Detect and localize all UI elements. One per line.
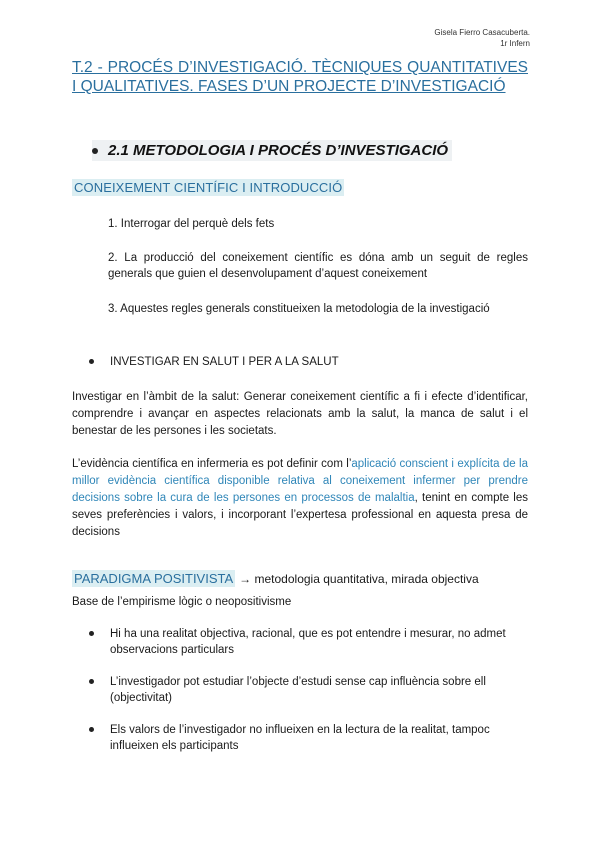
numbered-item-1: 1. Interrogar del perquè dels fets: [108, 218, 275, 230]
page-header: [434, 27, 530, 49]
paradigma-heading-line: [72, 570, 479, 587]
numbered-item-3: 3. Aquestes regles generals constitueixen la metodologia de la investigació: [108, 303, 490, 315]
section-heading-text: 2.1 METODOLOGIA I PROCÉS D’INVESTIGACIÓ: [108, 142, 449, 159]
bullet-icon: [89, 359, 94, 364]
course-label: 1r Infern: [500, 39, 530, 48]
section-heading: [92, 140, 452, 161]
author-name: Gisela Fierro Casacuberta.: [434, 28, 530, 37]
paradigma-bullet-3: [89, 722, 529, 754]
paradigma-description: → metodologia quantitativa, mirada objectiva: [239, 571, 479, 586]
bullet-icon: [92, 148, 98, 154]
paradigma-bullet-text: Els valors de l’investigador no influeixen en la lectura de la realitat, tampoc influeixen els participants: [110, 724, 490, 752]
paradigma-bullet-text: Hi ha una realitat objectiva, racional, que es pot entendre i mesurar, no admet observacions particulars: [110, 628, 506, 656]
evidence-text-before: L’evidència científica en infermeria es pot definir com l’: [72, 458, 352, 470]
paradigma-label: PARADIGMA POSITIVISTA: [74, 571, 234, 586]
paradigma-base: Base de l’empirisme lògic o neopositivisme: [72, 596, 292, 608]
evidence-paragraph: [72, 456, 528, 541]
bullet-icon: [89, 679, 94, 684]
paradigma-bullet-2: [89, 674, 529, 706]
numbered-item-2: 2. La producció del coneixement científic es dóna amb un seguit de regles generals que guien el desenvolupament d’aquest coneixement: [108, 252, 528, 280]
document-title: T.2 - PROCÉS D’INVESTIGACIÓ. TÈCNIQUES QUANTITATIVES I QUALITATIVES. FASES D’UN PROJECTE D’INVESTIGACIÓ: [72, 59, 528, 95]
investigar-bullet: [89, 354, 529, 370]
evidence-highlight: aplicació conscient i explícita de la millor evidència científica disponible relativa al coneixement infermer per prendre decisions sobre la cura de les persones en processos de malaltia: [72, 458, 528, 504]
bullet-icon: [89, 631, 94, 636]
investigar-bullet-text: INVESTIGAR EN SALUT I PER A LA SALUT: [110, 356, 339, 368]
investigar-paragraph: Investigar en l’àmbit de la salut: Generar coneixement científic a fi i efecte d’identificar, comprendre i avançar en aspectes relacionats amb la salut, la manca de salut i el benestar de les persones i les societats.: [72, 391, 528, 437]
bullet-icon: [89, 727, 94, 732]
paradigma-bullet-text: L’investigador pot estudiar l’objecte d’estudi sense cap influència sobre ell (objectivitat): [110, 676, 486, 704]
paradigma-bullet-1: [89, 626, 529, 658]
evidence-text-after: , tenint en compte les seves preferències i valors, i incorporant l’expertesa professional en aquesta presa de decisions: [72, 492, 529, 538]
coneixement-heading: CONEIXEMENT CIENTÍFIC I INTRODUCCIÓ: [74, 180, 343, 195]
